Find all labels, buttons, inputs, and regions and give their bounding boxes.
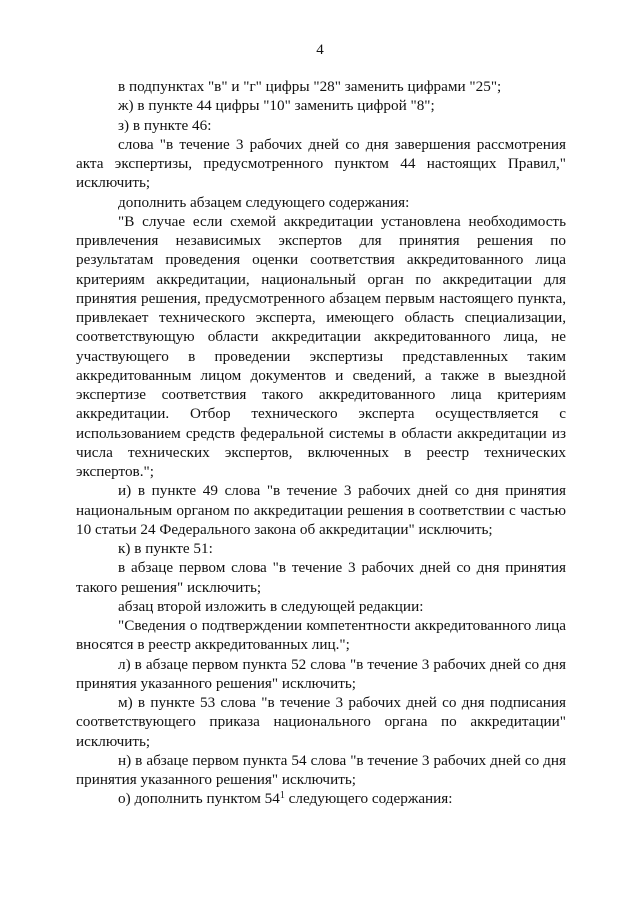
paragraph-item-l: л) в абзаце первом пункта 52 слова "в течение 3 рабочих дней со дня принятия указанного решения" исключить; <box>76 655 566 692</box>
paragraph-first-subparagraph: в абзаце первом слова "в течение 3 рабочих дней со дня принятия такого решения" исключить; <box>76 559 566 596</box>
paragraph-item-k: к) в пункте 51: <box>118 540 213 557</box>
paragraph-quoted-text: "В случае если схемой аккредитации установлена необходимость привлечения независимых экспертов для принятия решения по результатам проведения оценки соответствия аккредитованного лица критериям аккредитации, национальный орган по аккредитации для принятия решения, предусмотренного абзацем первым настоящего пункта, привлекает технического эксперта, имеющего область специализации, соответствующую области аккредитации аккредитованного лица, не участвующего в проведении экспертизы представленных таким аккредитованным лицом документов и сведений, а также в выездной экспертизе соответствия такого аккредитованного лица критериям аккредитации. Отбор технического эксперта осуществляется с использованием средств федеральной системы в области аккредитации из числа технических экспертов, включенных в реестр технических экспертов."; <box>76 212 566 480</box>
paragraph-item-n: н) в абзаце первом пункта 54 слова "в течение 3 рабочих дней со дня принятия указанного решения" исключить; <box>76 751 566 788</box>
superscript-index: 1 <box>279 790 285 802</box>
paragraph-words-exclude: слова "в течение 3 рабочих дней со дня завершения рассмотрения акта экспертизы, предусмотренного пунктом 44 настоящих Правил," исключить; <box>76 135 566 192</box>
paragraph-item-m: м) в пункте 53 слова "в течение 3 рабочих дней со дня подписания соответствующего приказа национального органа по аккредитации" исключить; <box>76 694 566 750</box>
paragraph-item-z: з) в пункте 46: <box>118 116 212 134</box>
document-body <box>76 77 566 809</box>
paragraph-item-i: и) в пункте 49 слова "в течение 3 рабочих дней со дня принятия национальным органом по аккредитации решения в соответствии с частью 10 статьи 24 Федерального закона об аккредитации" исключить; <box>76 482 566 538</box>
paragraph-item-zh: ж) в пункте 44 цифры "10" заменить цифрой "8"; <box>118 97 435 115</box>
paragraph-item-o <box>76 789 566 808</box>
paragraph-subitems-v-g: в подпунктах "в" и "г" цифры "28" заменить цифрами "25"; <box>118 78 502 95</box>
paragraph-item-o-text: о) дополнить пунктом 54 <box>118 790 280 808</box>
paragraph-add-subparagraph: дополнить абзацем следующего содержания: <box>118 193 410 211</box>
paragraph-competence-text: "Сведения о подтверждении компетентности аккредитованного лица вносятся в реестр аккредитованных лиц."; <box>76 617 566 654</box>
paragraph-second-subparagraph: абзац второй изложить в следующей редакции: <box>118 597 424 615</box>
page-number: 4 <box>316 42 324 58</box>
paragraph-item-o-tail: следующего содержания: <box>284 790 453 808</box>
